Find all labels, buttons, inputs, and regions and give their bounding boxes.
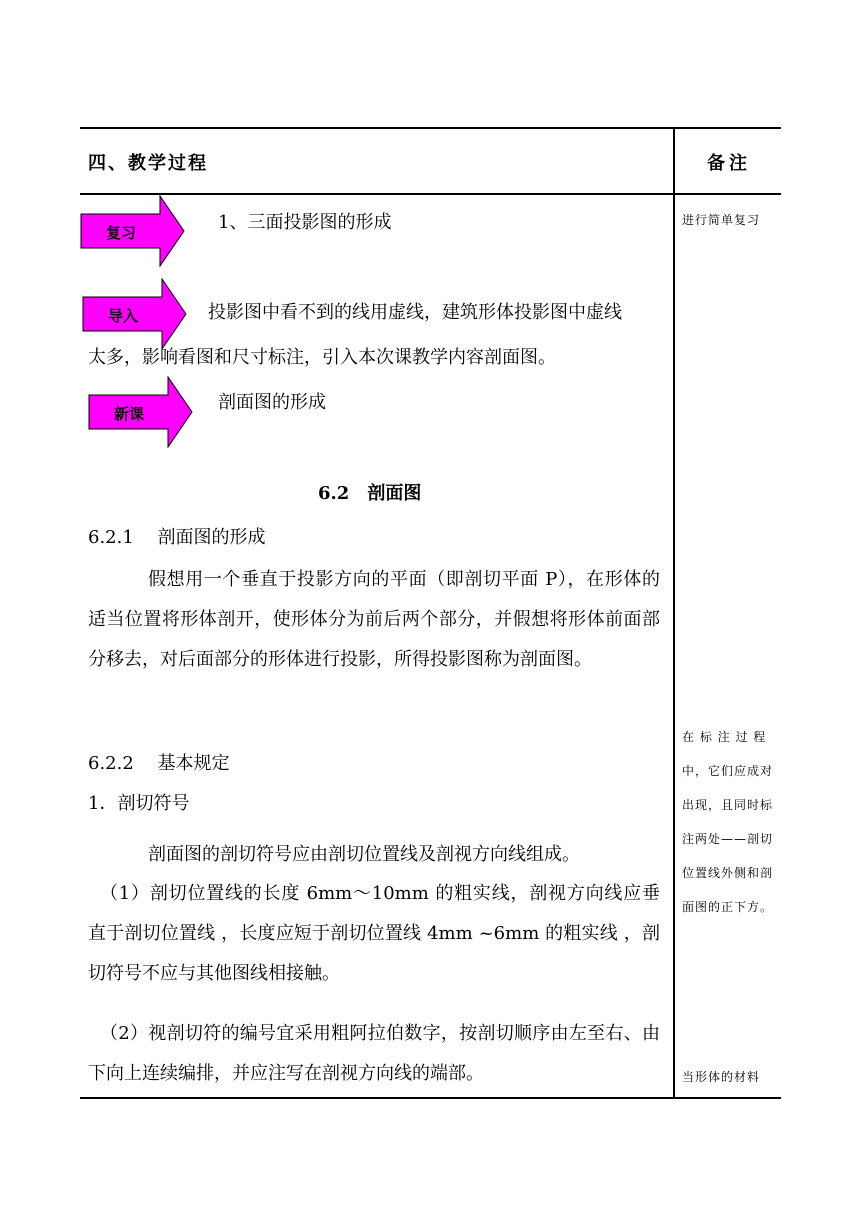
arrow-intro-label: 导入 [107, 307, 138, 325]
intro-text: 投影图中看不到的线用虚线，建筑形体投影图中虚线 [208, 302, 622, 323]
header-title: 四、教学过程 [88, 153, 208, 174]
header-notes-title: 备注 [707, 153, 751, 174]
table-top-rule [80, 127, 781, 129]
item-title-1: 1．剖切符号 [88, 793, 190, 814]
note-material: 当形体的材料 [682, 1070, 761, 1084]
arrow-review-label: 复习 [105, 224, 136, 242]
paragraph-rule-1: （1）剖切位置线的长度 6mm～10mm 的粗实线，剖视方向线应垂 直于剖切位置线 ，长度应短于剖切位置线 4mm ~6mm 的粗实线 ，剖切符号不应与其他图线相接触。 [88, 883, 660, 984]
paragraph-formation: 假想用一个垂直于投影方向的平面（即剖切平面 P），在形体的适当位置将形体剖开，使形体分为前后两个部分，并假想将形体前面部分移去，对后面部分的形体进行投影，所得投影图称为剖面图。 [88, 569, 660, 670]
subsection-title-2: 6.2.2 基本规定 [88, 753, 230, 774]
intro-text-continuation: 太多，影响看图和尺寸标注，引入本次课教学内容剖面图。 [88, 347, 556, 368]
paragraph-rule-2: （2）视剖切符的编号宜采用粗阿拉伯数字，按剖切顺序由左至右、由下向上连续编排，并应注写在剖视方向线的端部。 [88, 1023, 660, 1084]
new-lesson-text: 剖面图的形成 [218, 392, 326, 413]
note-review: 进行简单复习 [682, 213, 761, 227]
section-title: 6.2 剖面图 [318, 483, 422, 504]
review-text: 1、三面投影图的形成 [218, 212, 392, 233]
table-bottom-rule [80, 1097, 781, 1099]
arrow-new-lesson-label: 新课 [113, 405, 144, 423]
paragraph-symbol: 剖面图的剖切符号应由剖切位置线及剖视方向线组成。 [148, 844, 580, 865]
note-marking: 在 标 注 过 程 中，它们应成对出现，且同时标注两处——剖切位置线外侧和剖面图的正下方。 [682, 730, 774, 914]
column-divider [673, 127, 675, 1099]
subsection-title-1: 6.2.1 剖面图的形成 [88, 527, 266, 548]
